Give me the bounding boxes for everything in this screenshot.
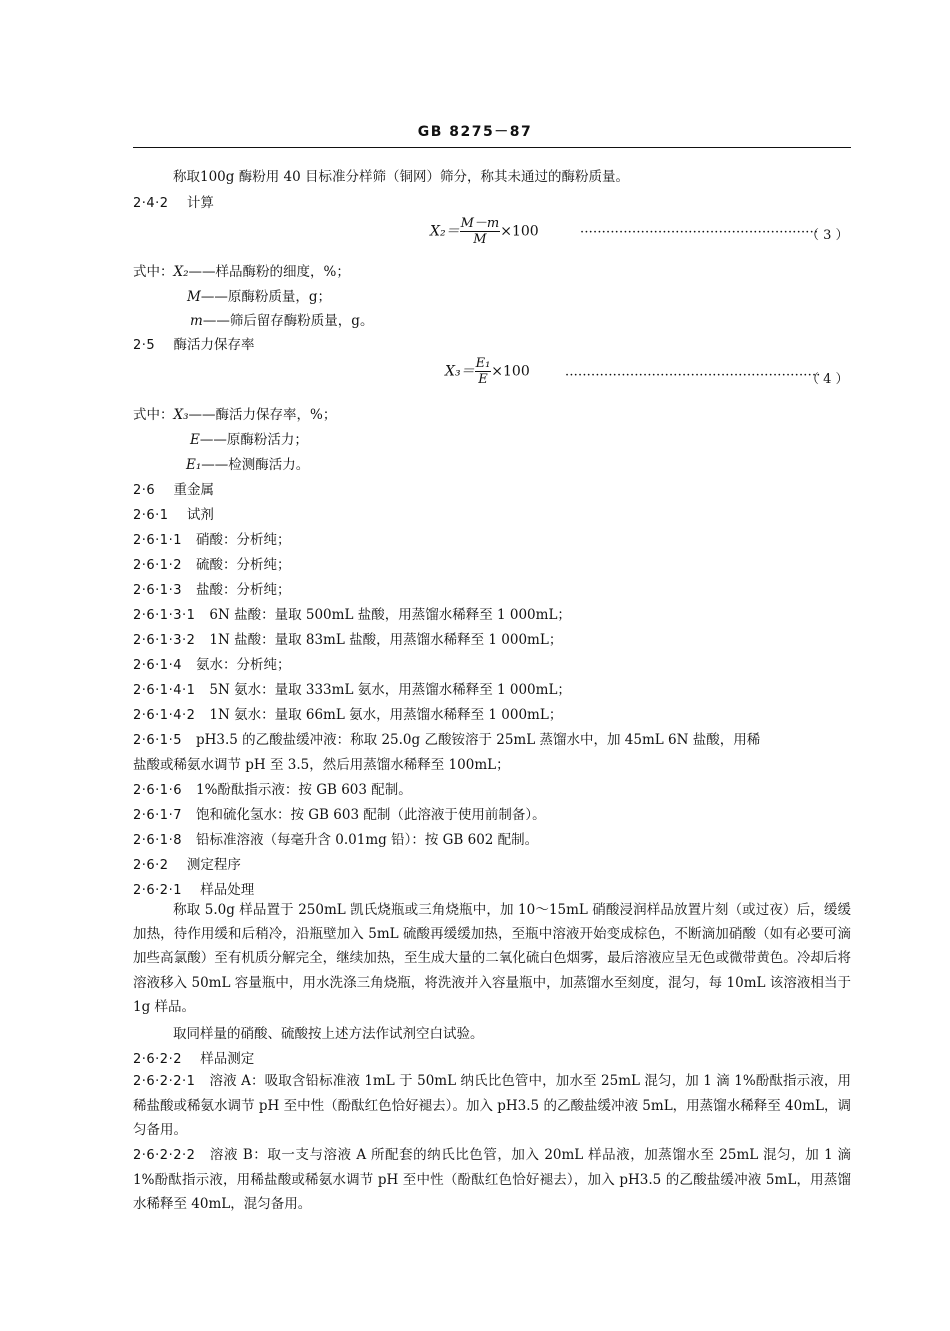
item-text: 6N 盐酸：量取 500mL 盐酸，用蒸馏水稀释至 1 000mL； xyxy=(209,607,571,623)
where-4-line-3 xyxy=(186,453,309,473)
symbol: X₃ xyxy=(173,407,189,423)
symbol-desc: ——筛后留存酶粉质量，g。 xyxy=(202,313,374,329)
section-2-6-2-2 xyxy=(133,1047,254,1067)
formula-numerator: M－m xyxy=(460,216,500,231)
where-3-line-1 xyxy=(133,260,350,280)
sample-processing-paragraph xyxy=(133,898,851,1019)
where-3-line-2 xyxy=(187,285,331,305)
item-number: 2·6·1·3·2 xyxy=(133,633,196,648)
where-4-line-2 xyxy=(190,428,308,448)
reagent-item xyxy=(133,628,562,648)
item-number: 2·6·1·4 xyxy=(133,658,182,673)
symbol-desc: ——原酶粉质量，g； xyxy=(200,289,331,305)
formula-4-leader-dots: ··························································· xyxy=(565,368,821,383)
symbol-desc: ——检测酶活力。 xyxy=(201,457,310,473)
paragraph-text: 溶液 B：取一支与溶液 A 所配套的纳氏比色管，加入 20mL 样品液，加蒸馏水至 25mL 混匀，加 1 滴 1%酚酞指示液，用稀盐酸或稀氨水调节 pH 至中性（酚酞红色恰好褪去），加入 pH3.5 的乙酸盐缓冲液 5mL，用蒸馏水稀释至 40mL，混匀备用。 xyxy=(133,1147,851,1213)
section-number: 2·6·2 xyxy=(133,858,169,873)
where-lead: 式中： xyxy=(133,264,174,280)
item-text: 1N 盐酸：量取 83mL 盐酸，用蒸馏水稀释至 1 000mL； xyxy=(209,632,563,648)
item-number: 2·6·1·4·1 xyxy=(133,683,196,698)
symbol-desc: ——酶活力保存率，%； xyxy=(188,407,337,423)
formula-rhs: ×100 xyxy=(491,363,530,380)
equation-number-3: （ 3 ） xyxy=(806,228,849,243)
formula-denominator: E xyxy=(478,372,488,387)
item-text: 硝酸：分析纯； xyxy=(195,532,291,548)
reagent-item xyxy=(133,803,546,823)
item-number: 2·6·2·2·2 xyxy=(133,1148,196,1163)
item-text: pH3.5 的乙酸盐缓冲液：称取 25.0g 乙酸铵溶于 25mL 蒸馏水中，加 45mL 6N 盐酸，用稀 xyxy=(195,732,761,748)
solution-a-paragraph xyxy=(133,1069,851,1143)
blank-test-paragraph: 取同样量的硝酸、硫酸按上述方法作试剂空白试验。 xyxy=(173,1026,484,1042)
solution-b-paragraph xyxy=(133,1143,851,1217)
item-number: 2·6·1·3·1 xyxy=(133,608,196,623)
equation-number-4: （ 4 ） xyxy=(806,372,849,387)
intro-paragraph: 称取100g 酶粉用 40 目标准分样筛（铜网）筛分，称其未通过的酶粉质量。 xyxy=(173,169,629,185)
symbol-desc: ——样品酶粉的细度，%； xyxy=(188,264,350,280)
section-title: 计算 xyxy=(186,195,214,211)
item-text: 5N 氨水：量取 333mL 氨水，用蒸馏水稀释至 1 000mL； xyxy=(209,682,571,698)
formula-denominator: M xyxy=(473,232,487,247)
symbol: X₂ xyxy=(173,264,189,280)
item-number: 2·6·1·4·2 xyxy=(133,708,196,723)
formula-numerator: E₁ xyxy=(475,356,491,371)
item-text: 硫酸：分析纯； xyxy=(195,557,291,573)
reagent-item xyxy=(133,653,290,673)
item-number: 2·6·1·7 xyxy=(133,808,182,823)
page-header: GB 8275－87 xyxy=(417,124,533,140)
item-text: 1%酚酞指示液：按 GB 603 配制。 xyxy=(195,782,412,798)
symbol: E₁ xyxy=(186,457,202,473)
section-number: 2·5 xyxy=(133,338,156,353)
section-2-4-2 xyxy=(133,191,214,211)
section-2-6 xyxy=(133,478,214,498)
item-number: 2·6·1·5 xyxy=(133,733,182,748)
section-2-5 xyxy=(133,333,254,353)
reagent-item xyxy=(133,578,290,598)
section-title: 样品测定 xyxy=(200,1051,255,1067)
reagent-item xyxy=(133,778,412,798)
where-3-line-3 xyxy=(190,309,373,329)
item-number: 2·6·1·6 xyxy=(133,783,182,798)
formula-fraction xyxy=(475,356,492,387)
section-title: 测定程序 xyxy=(186,857,241,873)
section-title: 试剂 xyxy=(186,507,214,523)
section-number: 2·6·2·1 xyxy=(133,883,182,898)
item-text: 饱和硫化氢水：按 GB 603 配制（此溶液于使用前制备）。 xyxy=(195,807,546,823)
formula-3 xyxy=(430,216,539,247)
formula-rhs: ×100 xyxy=(500,223,539,240)
reagent-item xyxy=(133,603,571,623)
formula-fraction xyxy=(460,216,501,247)
section-number: 2·4·2 xyxy=(133,196,169,211)
item-number: 2·6·1·8 xyxy=(133,833,182,848)
reagent-2-6-1-5-line-1 xyxy=(133,728,760,748)
symbol: m xyxy=(190,313,203,329)
item-text: 盐酸：分析纯； xyxy=(195,582,291,598)
section-number: 2·6 xyxy=(133,483,156,498)
section-title: 重金属 xyxy=(173,482,214,498)
section-title: 样品处理 xyxy=(200,882,255,898)
reagent-item xyxy=(133,528,290,548)
reagent-item xyxy=(133,828,538,848)
item-text: 1N 氨水：量取 66mL 氨水，用蒸馏水稀释至 1 000mL； xyxy=(209,707,563,723)
where-4-line-1 xyxy=(133,403,336,423)
symbol: M xyxy=(187,289,201,305)
symbol: E xyxy=(190,432,200,448)
where-lead: 式中： xyxy=(133,407,174,423)
item-text: 氨水：分析纯； xyxy=(195,657,291,673)
formula-3-leader-dots: ······················································· xyxy=(580,225,819,240)
section-2-6-2-1 xyxy=(133,878,254,898)
formula-lhs: X₂＝ xyxy=(430,223,460,240)
header-rule xyxy=(133,147,851,148)
section-title: 酶活力保存率 xyxy=(173,337,255,353)
item-number: 2·6·2·2·1 xyxy=(133,1074,196,1089)
item-text: 铅标准溶液（每毫升含 0.01mg 铅）：按 GB 602 配制。 xyxy=(195,832,539,848)
reagent-item xyxy=(133,553,290,573)
paragraph-text: 溶液 A：吸取含铅标准液 1mL 于 50mL 纳氏比色管中，加水至 25mL 混匀，加 1 滴 1%酚酞指示液，用稀盐酸或稀氨水调节 pH 至中性（酚酞红色恰好褪去）。加入 pH3.5 的乙酸盐缓冲液 5mL，用蒸馏水稀释至 40mL，调匀备用。 xyxy=(133,1073,851,1139)
section-number: 2·6·1 xyxy=(133,508,169,523)
formula-lhs: X₃＝ xyxy=(445,363,475,380)
formula-4 xyxy=(445,356,530,387)
symbol-desc: ——原酶粉活力； xyxy=(199,432,308,448)
item-number: 2·6·1·3 xyxy=(133,583,182,598)
section-number: 2·6·2·2 xyxy=(133,1052,182,1067)
item-number: 2·6·1·1 xyxy=(133,533,182,548)
section-2-6-2 xyxy=(133,853,241,873)
reagent-2-6-1-5-line-2: 盐酸或稀氨水调节 pH 至 3.5，然后用蒸馏水稀释至 100mL； xyxy=(133,757,510,773)
section-2-6-1 xyxy=(133,503,214,523)
item-number: 2·6·1·2 xyxy=(133,558,182,573)
reagent-item xyxy=(133,703,562,723)
paragraph-text: 称取 5.0g 样品置于 250mL 凯氏烧瓶或三角烧瓶中，加 10～15mL 硝酸浸润样品放置片刻（或过夜）后，缓缓加热，待作用缓和后稍冷，沿瓶壁加入 5mL 硫酸再缓缓加热，至瓶中溶液开始变成棕色，不断滴加硝酸（如有必要可滴加些高氯酸）至有机质分解完全，继续加热，至生成大量的二氧化硫白色烟雾，最后溶液应呈无色或微带黄色。冷却后将溶液移入 50mL 容量瓶中，用水洗涤三角烧瓶，将洗液并入容量瓶中，加蒸馏水至刻度，混匀，每 10mL 该溶液相当于 1g 样品。 xyxy=(133,902,851,1015)
reagent-item xyxy=(133,678,571,698)
